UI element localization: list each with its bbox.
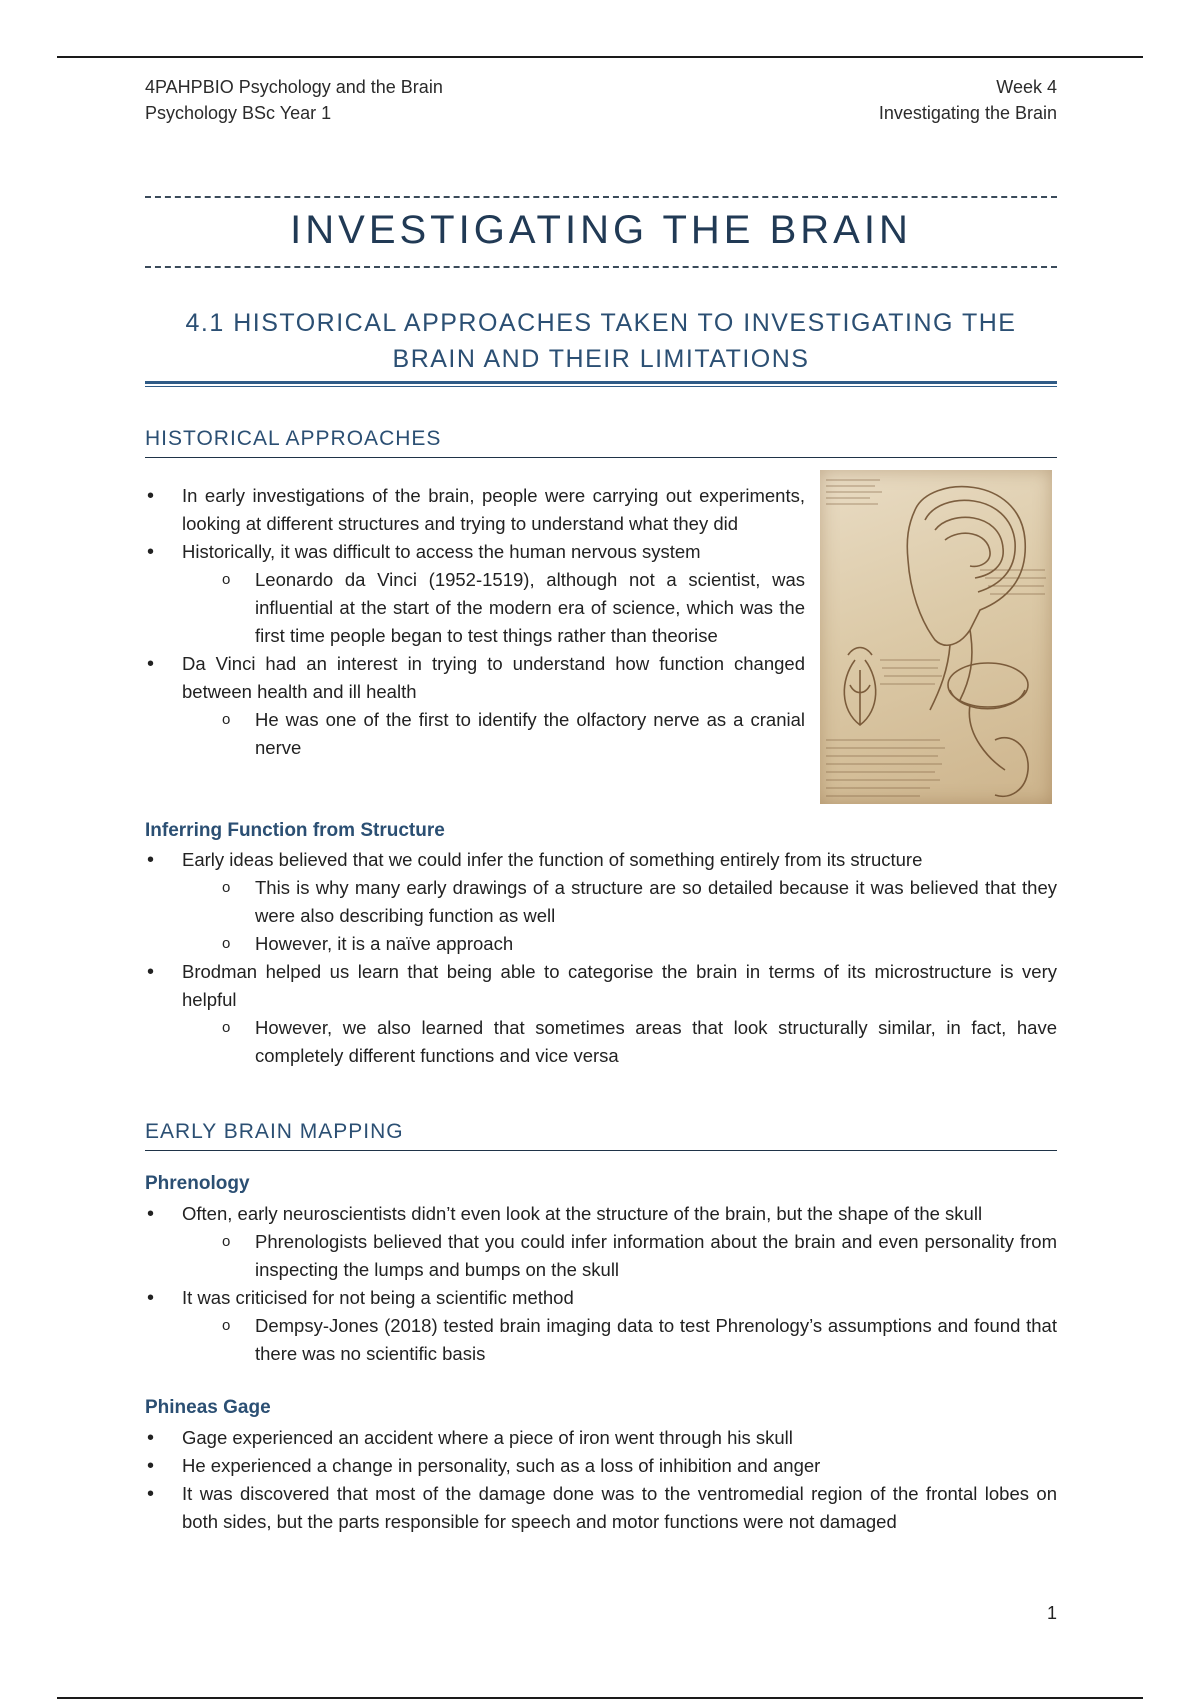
list-item-text: Historically, it was difficult to access the human nervous system: [182, 541, 701, 562]
gage-list: [145, 1424, 1057, 1536]
inferring-function-heading: Inferring Function from Structure: [145, 820, 445, 841]
list-item: [145, 958, 1057, 1070]
topic-label: Investigating the Brain: [878, 103, 1057, 123]
list-item: [145, 1452, 1057, 1480]
top-rule: [57, 56, 1143, 58]
list-item: [145, 650, 805, 762]
early-brain-mapping-heading: EARLY BRAIN MAPPING: [145, 1120, 1057, 1151]
section-title-line2: BRAIN AND THEIR LIMITATIONS: [392, 345, 810, 373]
list-item-text: Da Vinci had an interest in trying to understand how function changed between health and ill health: [182, 653, 805, 702]
header-left: [145, 74, 443, 126]
list-item-text: Early ideas believed that we could infer the function of something entirely from its structure: [182, 849, 923, 870]
section-rule: [145, 381, 1057, 384]
sub-list-item: [182, 566, 805, 650]
section-title-line1: 4.1 HISTORICAL APPROACHES TAKEN TO INVESTIGATING THE: [185, 309, 1017, 337]
historical-list: [145, 482, 805, 762]
sub-list-item: [182, 1228, 1057, 1284]
sub-list-item: [182, 874, 1057, 930]
bottom-rule: [57, 1697, 1143, 1699]
list-item: [145, 1424, 1057, 1452]
page-number: 1: [1046, 1603, 1057, 1623]
list-item-text: Gage experienced an accident where a piece of iron went through his skull: [182, 1427, 793, 1448]
sub-list-item-text: Phrenologists believed that you could infer information about the brain and even personality from inspecting the lumps and bumps on the skull: [255, 1231, 1057, 1280]
sub-list-item-text: Leonardo da Vinci (1952-1519), although not a scientist, was influential at the start of the modern era of science, which was the first time people began to test things rather than theorise: [255, 569, 805, 646]
inferring-list: [145, 846, 1057, 1070]
document-title: INVESTIGATING THE BRAIN: [290, 208, 912, 252]
sub-list-item: [182, 706, 805, 762]
list-item: [145, 538, 805, 650]
phrenology-list: [145, 1200, 1057, 1368]
sub-list-item-text: However, it is a naïve approach: [255, 933, 514, 954]
sub-list-item-text: He was one of the first to identify the olfactory nerve as a cranial nerve: [255, 709, 805, 758]
course-name: 4PAHPBIO Psychology and the Brain: [145, 77, 443, 97]
sub-list-item: [182, 1312, 1057, 1368]
title-box: [145, 196, 1057, 268]
list-item-text: It was discovered that most of the damage done was to the ventromedial region of the frontal lobes on both sides, but the parts responsible for speech and motor functions were not damaged: [182, 1483, 1057, 1532]
list-item: [145, 482, 805, 538]
phrenology-heading: Phrenology: [145, 1173, 250, 1194]
list-item: [145, 846, 1057, 958]
list-item-text: Brodman helped us learn that being able to categorise the brain in terms of its microstructure is very helpful: [182, 961, 1057, 1010]
list-item: [145, 1284, 1057, 1368]
sub-list-item-text: However, we also learned that sometimes areas that look structurally similar, in fact, have completely different functions and vice versa: [255, 1017, 1057, 1066]
list-item: [145, 1480, 1057, 1536]
header-right: [879, 74, 1057, 126]
sub-list-item: [182, 930, 1057, 958]
sub-list-item-text: Dempsy-Jones (2018) tested brain imaging data to test Phrenology’s assumptions and found that there was no scientific basis: [255, 1315, 1057, 1364]
sub-list-item-text: This is why many early drawings of a structure are so detailed because it was believed that they were also describing function as well: [255, 877, 1057, 926]
list-item-text: Often, early neuroscientists didn’t even look at the structure of the brain, but the shape of the skull: [182, 1203, 983, 1224]
list-item-text: In early investigations of the brain, people were carrying out experiments, looking at different structures and trying to understand what they did: [182, 485, 805, 534]
list-item: [145, 1200, 1057, 1284]
list-item-text: He experienced a change in personality, such as a loss of inhibition and anger: [182, 1455, 821, 1476]
list-item-text: It was criticised for not being a scientific method: [182, 1287, 574, 1308]
week-label: Week 4: [996, 77, 1057, 97]
historical-approaches-heading: HISTORICAL APPROACHES: [145, 427, 1057, 458]
sub-list-item: [182, 1014, 1057, 1070]
section-rule-thin: [145, 386, 1057, 387]
da-vinci-sketch-image: [820, 470, 1052, 804]
section-title: [145, 305, 1057, 377]
programme-name: Psychology BSc Year 1: [145, 103, 332, 123]
phineas-gage-heading: Phineas Gage: [145, 1397, 271, 1418]
